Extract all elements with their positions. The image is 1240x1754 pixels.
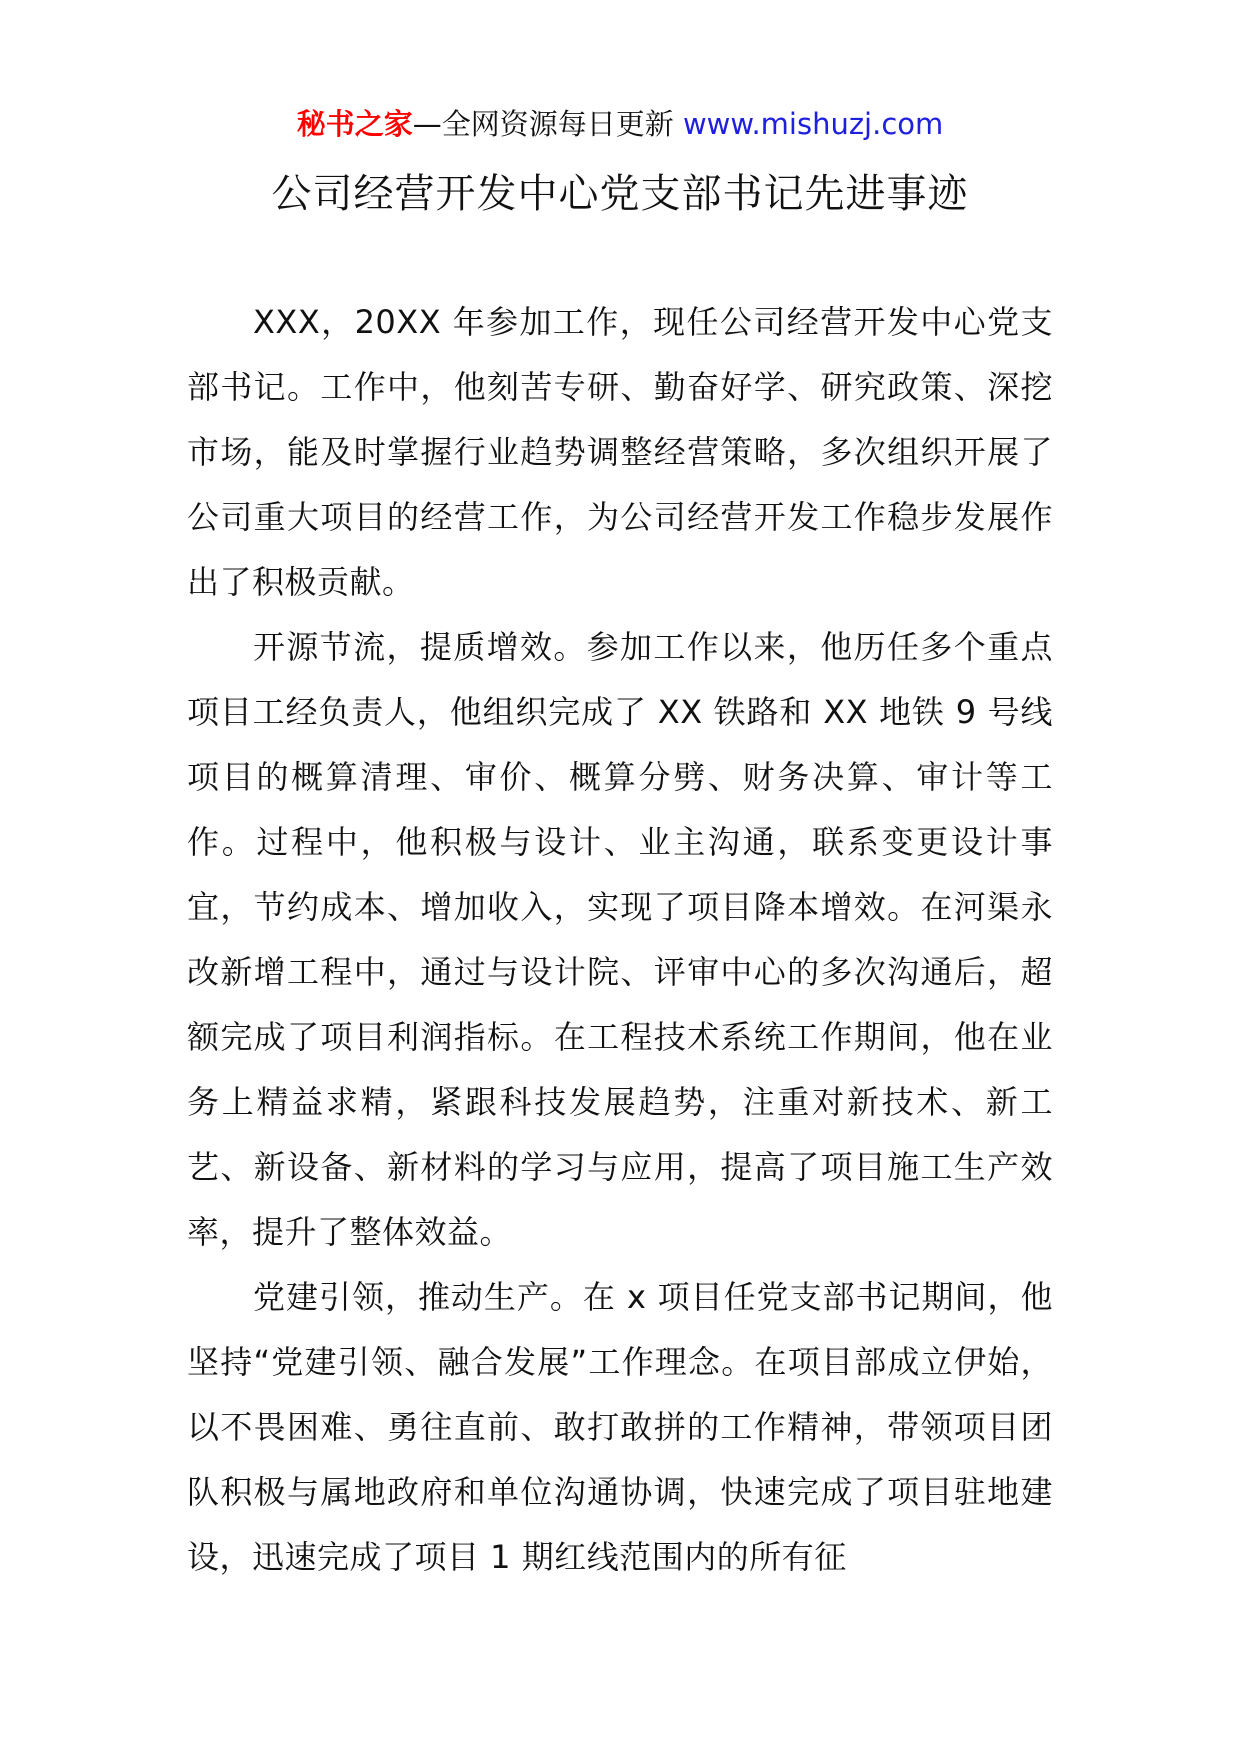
- site-brand: 秘书之家: [296, 107, 413, 141]
- paragraph-intro: XXX，20XX 年参加工作，现任公司经营开发中心党支部书记。工作中，他刻苦专研、勤奋好学、研究政策、深挖市场，能及时掌握行业趋势调整经营策略，多次组织开展了公司重大项目的经营工作，为公司经营开发工作稳步发展作出了积极贡献。: [187, 303, 1053, 601]
- paragraph-party-leadership: 党建引领，推动生产。在 x 项目任党支部书记期间，他坚持“党建引领、融合发展”工作理念。在项目部成立伊始，以不畏困难、勇往直前、敢打敢拼的工作精神，带领项目团队积极与属地政府和单位沟通协调，快速完成了项目驻地建设，迅速完成了项目 1 期红线范围内的所有征: [187, 1278, 1053, 1576]
- site-url-link[interactable]: www.mishuzj.com: [682, 107, 944, 141]
- site-tagline: —全网资源每日更新: [412, 107, 683, 141]
- site-header: [0, 104, 1240, 144]
- document-title: 公司经营开发中心党支部书记先进事迹: [271, 171, 969, 217]
- document-body: [187, 290, 1053, 1590]
- paragraph-cost-efficiency: 开源节流，提质增效。参加工作以来，他历任多个重点项目工经负责人，他组织完成了 XX 铁路和 XX 地铁 9 号线项目的概算清理、审价、概算分劈、财务决算、审计等工作。过程中，他积极与设计、业主沟通，联系变更设计事宜，节约成本、增加收入，实现了项目降本增效。在河渠永改新增工程中，通过与设计院、评审中心的多次沟通后，超额完成了项目利润指标。在工程技术系统工作期间，他在业务上精益求精，紧跟科技发展趋势，注重对新技术、新工艺、新设备、新材料的学习与应用，提高了项目施工生产效率，提升了整体效益。: [187, 628, 1053, 1251]
